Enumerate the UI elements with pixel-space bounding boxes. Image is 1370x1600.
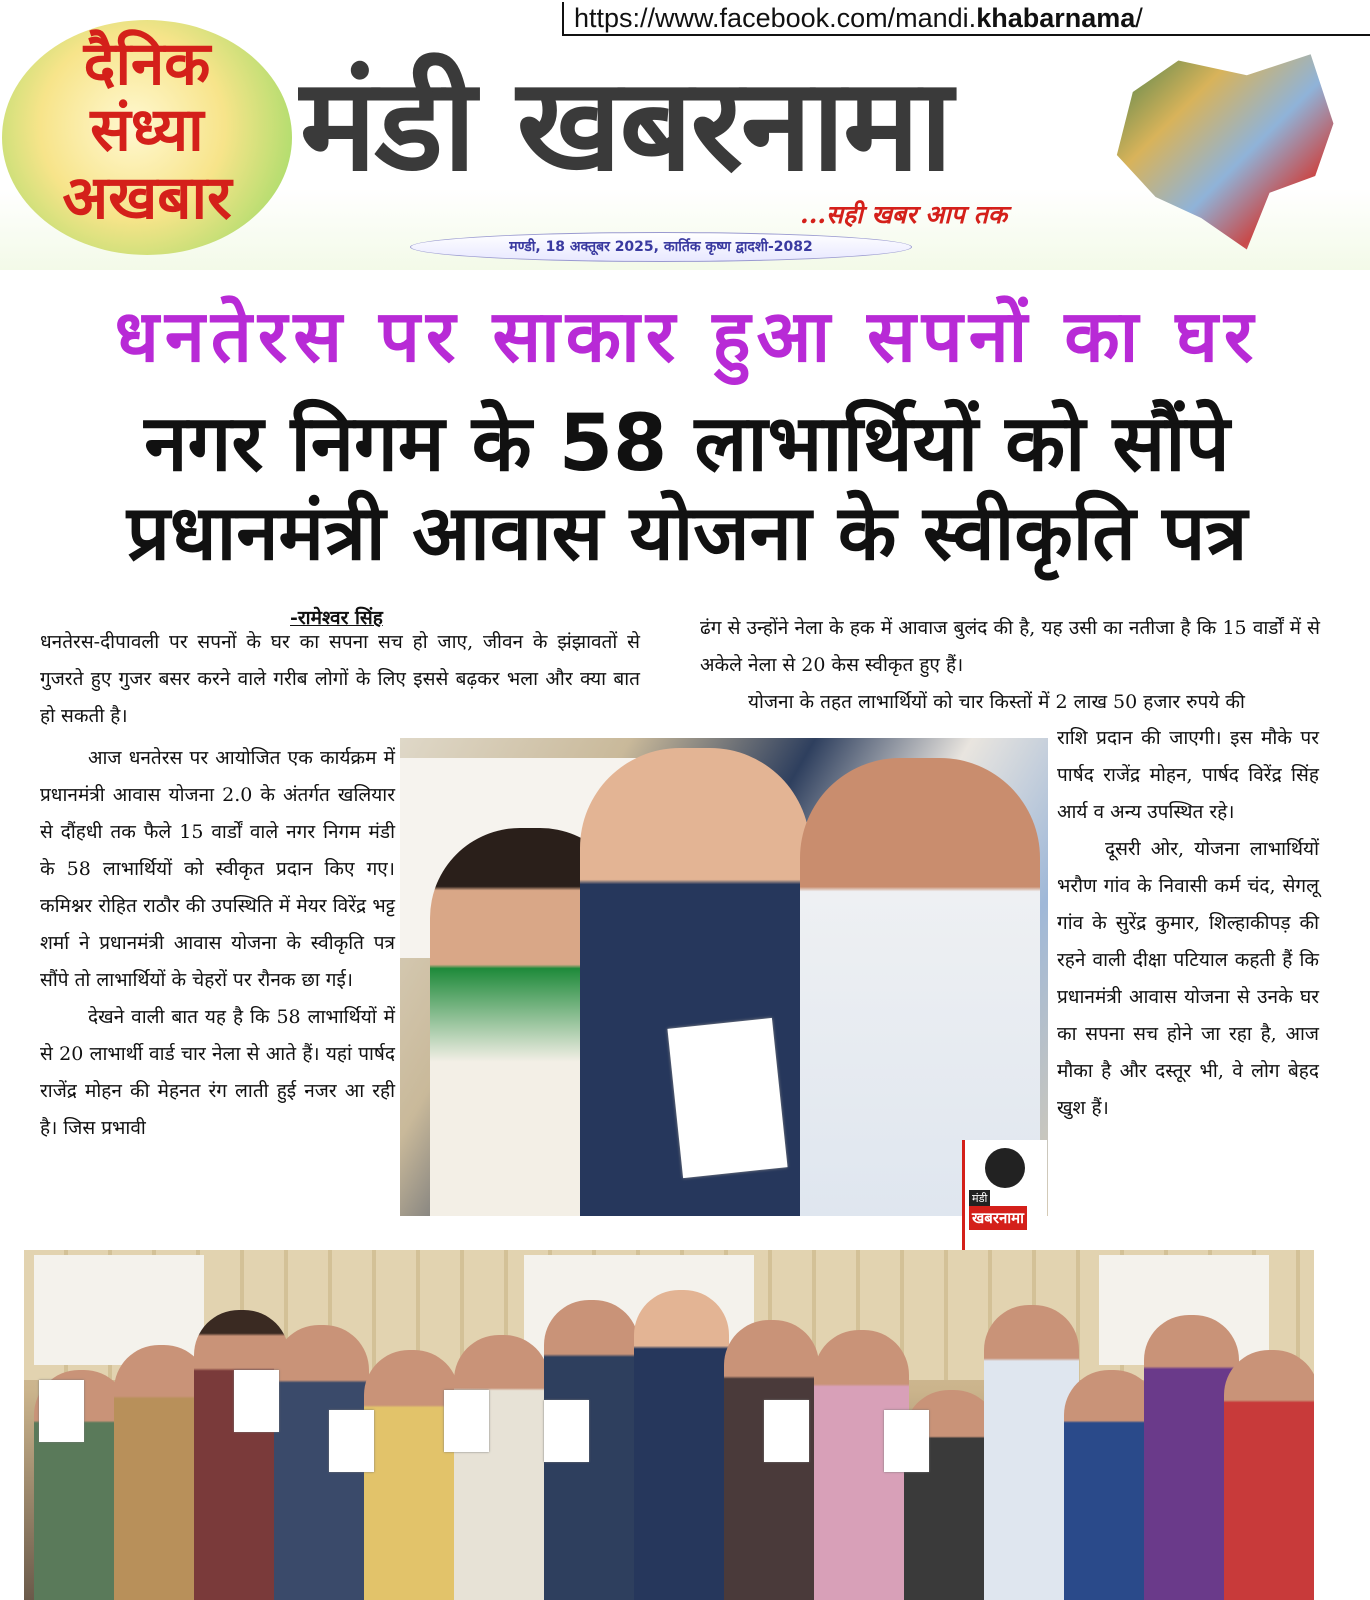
paragraph: राशि प्रदान की जाएगी। इस मौके पर पार्षद राजेंद्र मोहन, पार्षद विरेंद्र सिंह आर्य व अन्य उपस्थित रहे।	[1057, 727, 1319, 823]
approval-letter	[667, 1018, 787, 1178]
person-figure	[364, 1350, 459, 1600]
byline: -रामेश्वर सिंह	[290, 607, 383, 629]
logo-text-2: खबरनामा	[969, 1206, 1027, 1230]
approval-letter	[764, 1400, 809, 1462]
headline-line-1: नगर निगम के 58 लाभार्थियों को सौंपे	[144, 399, 1230, 489]
approval-letter	[39, 1380, 84, 1442]
badge-line-1: दैनिक	[83, 29, 211, 99]
paragraph: दूसरी ओर, योजना लाभार्थियों भरौण गांव के निवासी कर्म चंद, सेगलू गांव के सुरेंद्र कुमार, शिल्हाकीपड़ की रहने वाली दीक्षा पटियाल कहती हैं कि प्रधानमंत्री आवास योजना से उनके घर का सपना सच होने जा रहा है, आज मौका है और दस्तूर भी, वे लोग बेहद खुश हैं।	[1057, 838, 1319, 1119]
kicker-headline: धनतेरस पर साकार हुआ सपनों का घर	[114, 294, 1260, 378]
badge-line-2: संध्या	[90, 95, 204, 165]
microphone-icon	[985, 1148, 1025, 1188]
headline-line-2: प्रधानमंत्री आवास योजना के स्वीकृति पत्र	[126, 488, 1248, 577]
person-figure	[634, 1290, 729, 1600]
dateline: मण्डी, 18 अक्तूबर 2025, कार्तिक कृष्ण द्वादशी-2082	[410, 232, 912, 262]
himachal-map-collage-image	[1110, 50, 1338, 260]
facebook-url[interactable]: https://www.facebook.com/mandi.khabarnama/	[562, 2, 1370, 36]
approval-letter	[329, 1410, 374, 1472]
approval-letter	[444, 1390, 489, 1452]
approval-letter	[544, 1400, 589, 1462]
handover-photo	[400, 738, 1048, 1216]
paragraph: ढंग से उन्होंने नेला के हक में आवाज बुलंद की है, यह उसी का नतीजा है कि 15 वार्डों में से अकेले नेला से 20 केस स्वीकृत हुए हैं।	[700, 617, 1320, 676]
logo-text-1: मंडी	[969, 1190, 990, 1207]
paragraph: योजना के तहत लाभार्थियों को चार किस्तों में 2 लाख 50 हजार रुपये की	[748, 691, 1245, 713]
person-figure	[1224, 1350, 1314, 1600]
paragraph: देखने वाली बात यह है कि 58 लाभार्थियों में से 20 लाभार्थी वार्ड चार नेला से आते हैं। यहां पार्षद राजेंद्र मोहन की मेहनत रंग लाती हुई नजर आ रही है। जिस प्रभावी	[40, 1006, 395, 1139]
article-intro	[40, 624, 640, 735]
person-figure	[454, 1335, 549, 1600]
group-photo	[24, 1250, 1314, 1600]
article-left-column	[40, 740, 395, 1147]
mandi-khabarnama-logo	[962, 1140, 1047, 1250]
badge-line-3: अखबार	[62, 163, 232, 233]
article-right-top	[700, 610, 1320, 721]
daily-evening-badge	[2, 20, 292, 255]
paragraph: धनतेरस-दीपावली पर सपनों के घर का सपना सच हो जाए, जीवन के झंझावतों से गुजरते हुए गुजर बसर करने वाले गरीब लोगों के लिए इससे बढ़कर भला और क्या बात हो सकती है।	[40, 631, 640, 727]
tagline: ...सही खबर आप तक	[800, 200, 1008, 229]
newspaper-title: मंडी खबरनामा	[300, 51, 951, 200]
paragraph: आज धनतेरस पर आयोजित एक कार्यक्रम में प्रधानमंत्री आवास योजना 2.0 के अंतर्गत खलियार से दौंहधी तक फैले 15 वार्डों वाले नगर निगम मंडी के 58 लाभार्थियों को स्वीकृत प्रदान किए गए। कमिश्नर रोहित राठौर की उपस्थिति में मेयर विरेंद्र भट्ट शर्मा ने प्रधानमंत्री आवास योजना के स्वीकृति पत्र सौंपे तो लाभार्थियों के चेहरों पर रौनक छा गई।	[40, 747, 395, 991]
article-right-column	[1057, 720, 1319, 1127]
approval-letter	[884, 1410, 929, 1472]
approval-letter	[234, 1370, 279, 1432]
masthead-header	[0, 0, 1370, 270]
